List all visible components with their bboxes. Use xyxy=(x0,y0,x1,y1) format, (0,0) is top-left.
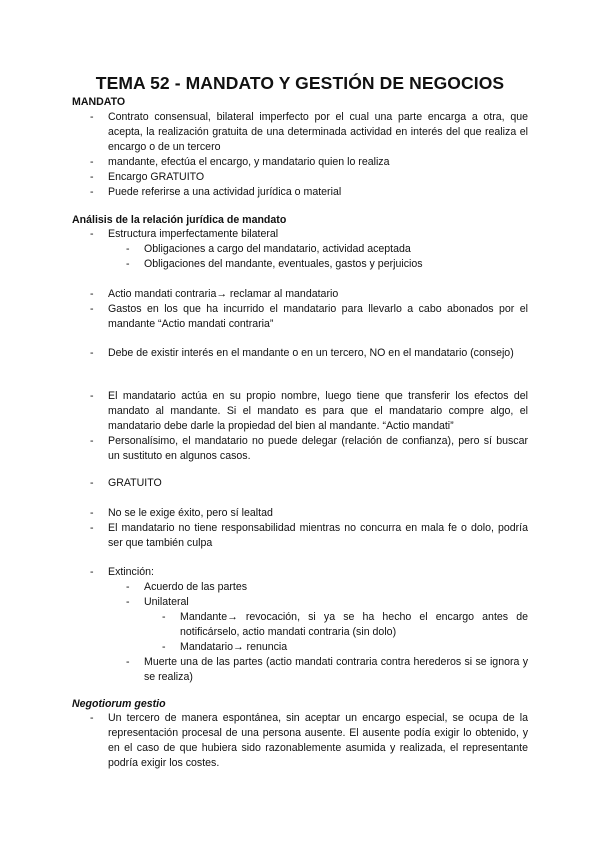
actio-list xyxy=(0,287,600,332)
gratuito-list xyxy=(0,476,600,491)
bullet-dash: - xyxy=(90,712,94,724)
interes-list xyxy=(0,346,600,361)
bullet-dash: - xyxy=(90,303,94,315)
sub-list-item: - Obligaciones del mandante, eventuales, gastos y perjuicios xyxy=(126,258,423,270)
list-item: - Estructura imperfectamente bilateral xyxy=(90,228,279,240)
list-item: - Gastos en los que ha incurrido el mandatario para llevarlo a cabo abonados por el mandante “Actio mandati contraria” xyxy=(90,303,528,330)
list-item: - Un tercero de manera espontánea, sin aceptar un encargo especial, se ocupa de la representación procesal de una persona ausente. El ausente podía exigir lo obtenido, y en el caso de que hubiera sido razonablemente asumida y realizada, el representante podría exigir los costes. xyxy=(90,712,528,769)
bullet-dash: - xyxy=(90,390,94,402)
section-heading-negotiorum-gestio: Negotiorum gestio xyxy=(72,698,166,710)
bullet-dash: - xyxy=(90,171,94,183)
bullet-dash: - xyxy=(90,522,94,534)
list-item: - Encargo GRATUITO xyxy=(90,171,205,183)
bullet-dash: - xyxy=(90,435,94,447)
bullet-dash: - xyxy=(90,186,94,198)
sub-list-item: - Muerte una de las partes (actio mandati contraria contra herederos si se ignora y se realiza) xyxy=(126,656,528,683)
list-item: - Debe de existir interés en el mandante o en un tercero, NO en el mandatario (consejo) xyxy=(90,347,514,359)
bullet-dash: - xyxy=(126,596,130,608)
sub-list-item: - Unilateral xyxy=(126,596,189,608)
extincion-list xyxy=(0,565,600,685)
list-item: - Extinción: xyxy=(90,566,154,578)
sub-sub-list-item: - Mandatario→ renuncia xyxy=(162,641,288,653)
sub-list-item: - Acuerdo de las partes xyxy=(126,581,248,593)
bullet-dash: - xyxy=(90,477,94,489)
bullet-dash: - xyxy=(90,507,94,519)
bullet-dash: - xyxy=(90,156,94,168)
list-item: - El mandatario actúa en su propio nombre, luego tiene que transferir los efectos del mandato al mandante. Si el mandato es para que el mandatario compre algo, el mandatario debe darle la propiedad del bien al mandante. “Actio mandati” xyxy=(90,390,528,432)
sub-list-item: - Obligaciones a cargo del mandatario, actividad aceptada xyxy=(126,243,411,255)
list-item: - El mandatario no tiene responsabilidad mientras no concurra en mala fe o dolo, podría ser que también culpa xyxy=(90,522,528,549)
bullet-dash: - xyxy=(126,656,130,668)
section-heading-analisis: Análisis de la relación jurídica de mandato xyxy=(72,214,287,226)
sub-sub-list-item: - Mandante→ revocación, si ya se ha hecho el encargo antes de notificárselo, actio mandati contraria (sin dolo) xyxy=(162,611,528,638)
bullet-dash: - xyxy=(90,347,94,359)
exito-list xyxy=(0,506,600,551)
bullet-dash: - xyxy=(90,288,94,300)
bullet-dash: - xyxy=(162,641,166,653)
list-item: - Actio mandati contraria→ reclamar al mandatario xyxy=(90,288,339,300)
bullet-dash: - xyxy=(90,566,94,578)
list-item: - No se le exige éxito, pero sí lealtad xyxy=(90,507,273,519)
estructura-list xyxy=(0,227,600,272)
list-item: - mandante, efectúa el encargo, y mandatario quien lo realiza xyxy=(90,156,390,168)
actua-list xyxy=(0,389,600,464)
page-title: TEMA 52 - MANDATO Y GESTIÓN DE NEGOCIOS xyxy=(95,73,505,93)
bullet-dash: - xyxy=(90,111,94,123)
list-item: - Contrato consensual, bilateral imperfecto por el cual una parte encarga a otra, que acepta, la realización gratuita de una determinada actividad en interés del que realiza el encargo o de un tercero xyxy=(90,111,528,153)
bullet-dash: - xyxy=(126,258,130,270)
bullet-dash: - xyxy=(126,581,130,593)
bullet-dash: - xyxy=(126,243,130,255)
bullet-dash: - xyxy=(90,228,94,240)
list-item: - GRATUITO xyxy=(90,477,162,489)
negotiorum-list xyxy=(0,711,600,771)
list-item: - Puede referirse a una actividad jurídica o material xyxy=(90,186,342,198)
bullet-dash: - xyxy=(162,611,166,623)
section-heading-mandato: MANDATO xyxy=(72,96,126,108)
mandato-list xyxy=(0,110,600,200)
list-item: - Personalísimo, el mandatario no puede delegar (relación de confianza), pero sí buscar un sustituto en algunos casos. xyxy=(90,435,528,462)
